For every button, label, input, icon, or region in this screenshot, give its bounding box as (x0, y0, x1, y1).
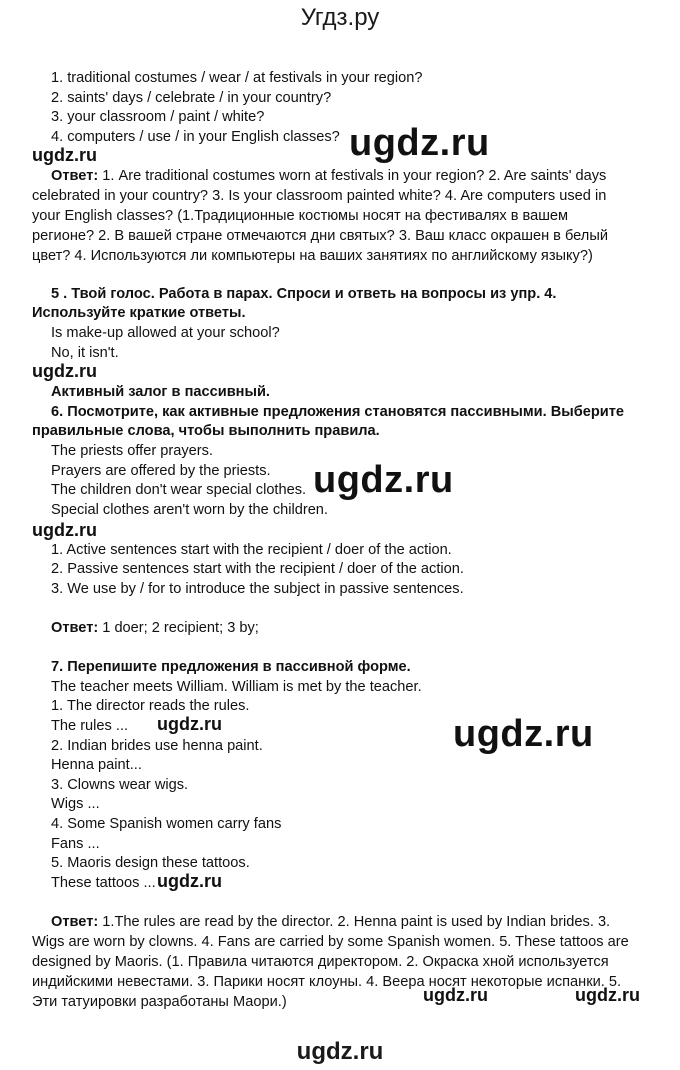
ex6-rule-1: 1. Active sentences start with the recipient / doer of the action. (51, 542, 452, 558)
answer-text: 1.The rules are read by the director. 2. Henna paint is used by Indian brides. 3. Wigs are worn by clowns. 4. Fans are carried by some Spanish women. 5. These tattoos are designed by Maoris. (1. Правила читаются директором. 2. Окраска хной используется индийскими невестами. 3. Парики носят клоуны. 4. Веера носят некоторые испанки. 5. Эти татуировки разработаны Маори.) (32, 914, 629, 1010)
ex7-line: Fans ... (51, 836, 100, 852)
ex6-answer (51, 618, 259, 638)
ex5-example-answer: No, it isn't. (51, 345, 119, 361)
ex7-line: 5. Maoris design these tattoos. (51, 855, 250, 871)
ex7-answer (32, 912, 642, 1012)
answer-text: 1. Are traditional costumes worn at festivals in your region? 2. Are saints' days celebrated in your country? 3. Is your classroom painted white? 4. Are computers used in your English classes? (1.Традиционные костюмы носят на фестивалях в вашем регионе? 2. В вашей стране отмечаются дни святых? 3. Ваш класс окрашен в белый цвет? 4. Используются ли компьютеры на ваших занятиях по английскому языку?) (32, 168, 608, 264)
ex7-line: Wigs ... (51, 796, 100, 812)
ex4-question-2: 2. saints' days / celebrate / in your country? (51, 90, 332, 106)
ex7-line: The rules ... (51, 718, 129, 734)
answer-label: Ответ: (51, 168, 99, 184)
ex6-rule-2: 2. Passive sentences start with the recipient / doer of the action. (51, 561, 464, 577)
ex7-line: These tattoos ... (51, 875, 156, 891)
site-title: Угдз.ру (300, 4, 380, 31)
ex6-example-1: The priests offer prayers. (51, 443, 213, 459)
ex7-line: Henna paint... (51, 757, 142, 773)
watermark: ugdz.ru (157, 871, 222, 891)
ex4-answer (32, 166, 632, 266)
ex4-question-3: 3. your classroom / paint / white? (51, 109, 265, 125)
watermark: ugdz.ru (32, 520, 97, 540)
watermark: ugdz.ru (32, 145, 97, 165)
ex4-question-1: 1. traditional costumes / wear / at festivals in your region? (51, 70, 423, 86)
watermark: ugdz.ru (313, 459, 454, 501)
ex6-example-4: Special clothes aren't worn by the children. (51, 502, 328, 518)
ex4-question-4: 4. computers / use / in your English classes? (51, 129, 340, 145)
ex6-rule-3: 3. We use by / for to introduce the subject in passive sentences. (51, 581, 464, 597)
ex7-line: The teacher meets William. William is met by the teacher. (51, 679, 422, 695)
answer-label: Ответ: (51, 620, 99, 636)
ex6-heading-line-1: 6. Посмотрите, как активные предложения становятся пассивными. Выберите (51, 404, 624, 420)
watermark: ugdz.ru (575, 985, 640, 1005)
ex5-example-question: Is make-up allowed at your school? (51, 325, 280, 341)
ex6-heading-line-2: правильные слова, чтобы выполнить правила. (32, 423, 380, 439)
ex6-example-2: Prayers are offered by the priests. (51, 463, 271, 479)
watermark: ugdz.ru (349, 122, 490, 164)
ex7-heading: 7. Перепишите предложения в пассивной форме. (51, 659, 411, 675)
answer-label: Ответ: (51, 914, 99, 930)
watermark: ugdz.ru (453, 713, 594, 755)
ex7-line: 3. Clowns wear wigs. (51, 777, 189, 793)
site-domain: ugdz.ru (296, 1038, 384, 1065)
watermark: ugdz.ru (423, 985, 488, 1005)
ex6-example-3: The children don't wear special clothes. (51, 482, 307, 498)
answer-text: 1 doer; 2 recipient; 3 by; (98, 620, 259, 636)
ex5-heading-line-2: Используйте краткие ответы. (32, 305, 246, 321)
ex7-line: 1. The director reads the rules. (51, 698, 250, 714)
ex6-section-title: Активный залог в пассивный. (51, 384, 270, 400)
ex7-line: 2. Indian brides use henna paint. (51, 738, 263, 754)
watermark: ugdz.ru (32, 361, 97, 381)
ex7-line: 4. Some Spanish women carry fans (51, 816, 282, 832)
watermark: ugdz.ru (157, 714, 222, 734)
ex5-heading-line-1: 5 . Твой голос. Работа в парах. Спроси и ответь на вопросы из упр. 4. (51, 286, 557, 302)
